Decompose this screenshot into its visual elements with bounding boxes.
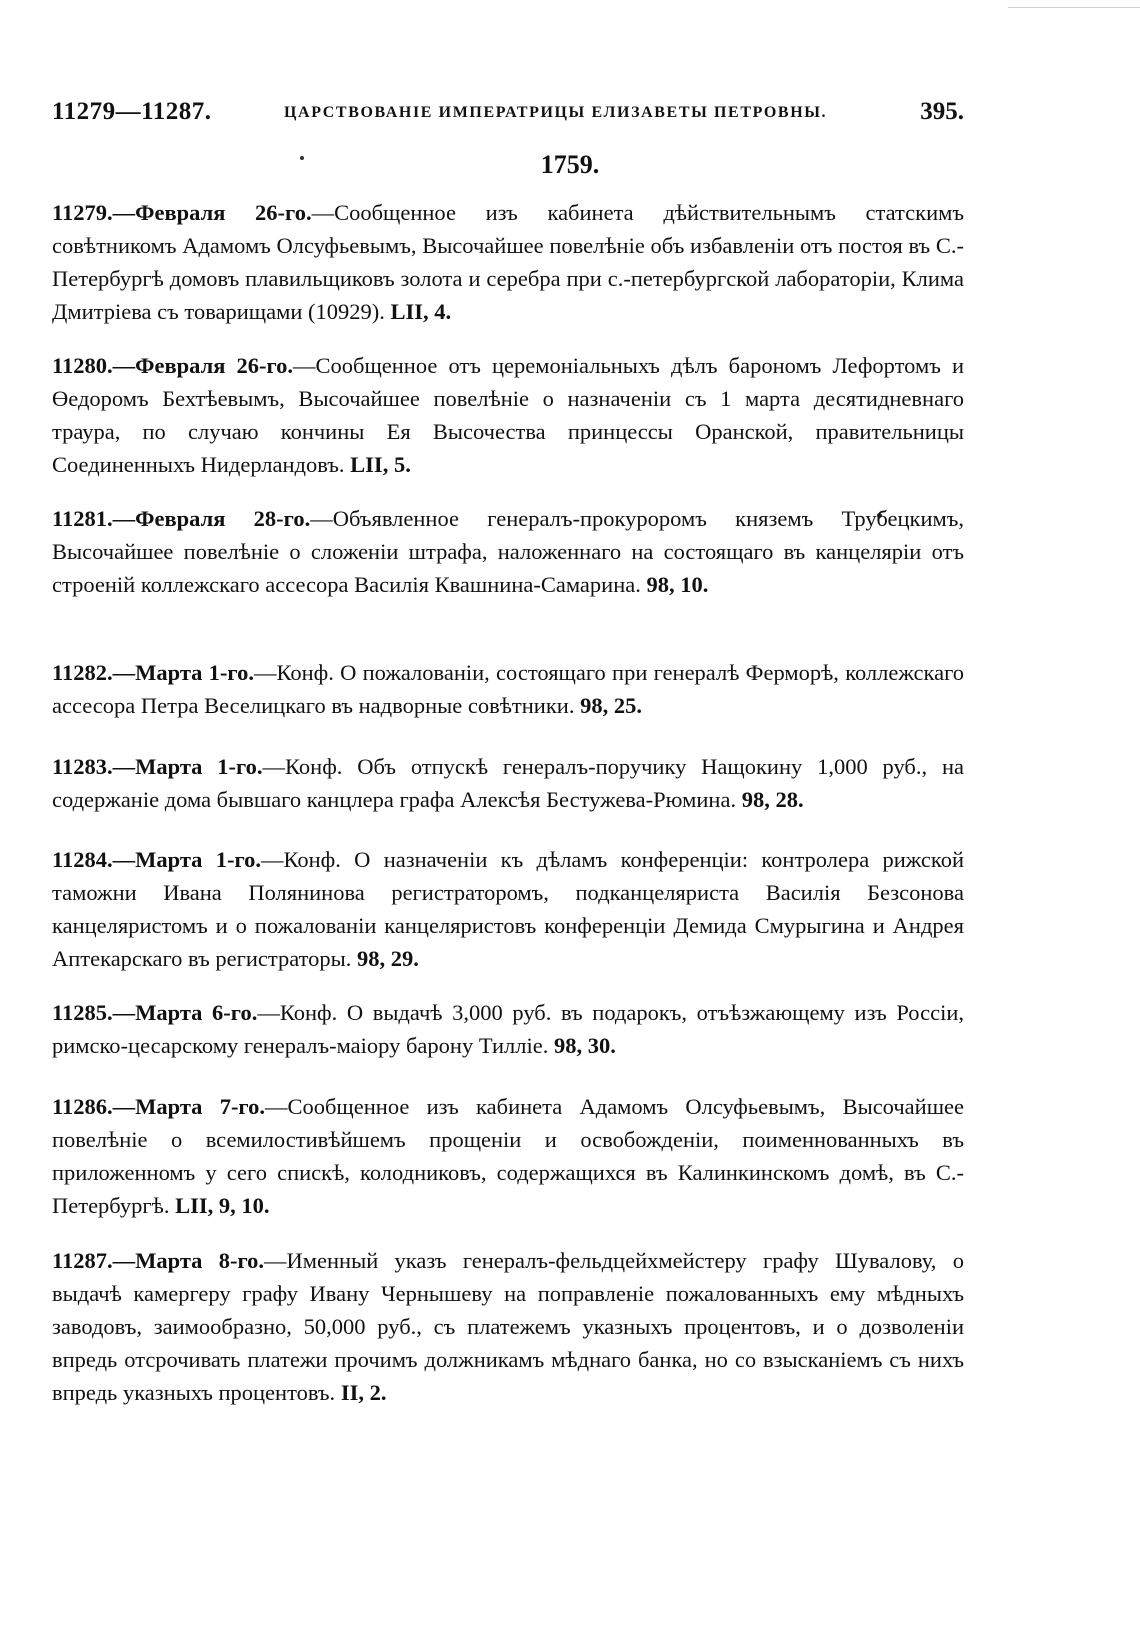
- entry-date: —Февраля 26-го.: [112, 200, 312, 225]
- entry-body: —Конф. О назначеніи къ дѣламъ конференціи: контролера рижской таможни Ивана Полянинова регистраторомъ, подканцеляриста Василія Безсонова канцеляристомъ и о пожалованіи канцеляристовъ конференціи Демида Смурыгина и Андрея Аптекарскаго въ регистраторы.: [52, 847, 964, 971]
- entry-date: —Марта 1-го.: [112, 847, 261, 872]
- running-header: [52, 98, 964, 132]
- entry-11287: [52, 1244, 964, 1409]
- entry-date: —Февраля 26-го.: [112, 353, 293, 378]
- page-number: 395.: [920, 98, 964, 125]
- entry-body: —Сообщенное изъ кабинета Адамомъ Олсуфьевымъ, Высочайшее повелѣніе о всемилостивѣйшемъ прощеніи и освобожденіи, поименнованныхъ въ приложенномъ у сего спискѣ, колодниковъ, содержащихся въ Калинкинскомъ домѣ, въ С.-Петербургѣ.: [52, 1094, 964, 1218]
- entry-number: 11281.: [52, 506, 113, 531]
- entry-date: —Марта 1-го.: [112, 754, 263, 779]
- entry-body: —Конф. Объ отпускѣ генералъ-поручику Нащокину 1,000 руб., на содержаніе дома бывшаго канцлера графа Алексѣя Бестужева-Рюмина.: [52, 754, 964, 812]
- entry-reference: II, 2.: [340, 1380, 387, 1405]
- entry-body: —Именный указъ генералъ-фельдцейхмейстеру графу Шувалову, о выдачѣ камергеру графу Ивану Чернышеву на поправленіе пожалованныхъ ему мѣдныхъ заводовъ, заимообразно, 50,000 руб., съ платежемъ указныхъ процентовъ, и о дозволеніи впредь отсрочивать платежи прочимъ должникамъ мѣднаго банка, но со взысканіемъ съ нихъ впредь указныхъ процентовъ.: [52, 1248, 964, 1405]
- entry-number: 11280.: [52, 353, 113, 378]
- entry-number: 11282.: [52, 660, 113, 685]
- entry-date: —Марта 6-го.: [112, 1000, 258, 1025]
- entry-11285: [52, 996, 964, 1062]
- entry-11279: [52, 196, 964, 328]
- entry-date: —Марта 1-го.: [112, 660, 254, 685]
- entry-reference: 98, 25.: [580, 693, 642, 718]
- entry-11282: [52, 656, 964, 722]
- header-title: ЦАРСТВОВАНІЕ ИМПЕРАТРИЦЫ ЕЛИЗАВЕТЫ ПЕТРОВНЫ.: [284, 104, 828, 121]
- entry-11280: [52, 349, 964, 481]
- entry-body: —Сообщенное изъ кабинета дѣйствительнымъ статскимъ совѣтникомъ Адамомъ Олсуфьевымъ, Высочайшее повелѣніе объ избавленіи отъ постоя въ С.-Петербургѣ домовъ плавильщиковъ золота и серебра при с.-петербургской лабораторіи, Клима Дмитріева съ товарищами (10929).: [52, 200, 964, 324]
- entry-number: 11287.: [52, 1248, 113, 1273]
- entry-reference: LII, 5.: [350, 452, 411, 477]
- entry-number: 11279.: [52, 200, 113, 225]
- entry-date: —Марта 8-го.: [112, 1248, 265, 1273]
- scan-edge-line: [1008, 7, 1140, 8]
- entry-reference: LII, 4.: [390, 299, 452, 324]
- entry-number: 11285.: [52, 1000, 113, 1025]
- entry-reference: 98, 10.: [646, 572, 709, 597]
- entry-11284: [52, 843, 964, 975]
- entry-reference: LII, 9, 10.: [175, 1193, 270, 1218]
- entry-11283: [52, 750, 964, 816]
- header-entry-range: 11279—11287.: [52, 98, 212, 125]
- year-heading: 1759.: [540, 150, 600, 179]
- entry-reference: 98, 28.: [741, 787, 804, 812]
- entry-number: 11286.: [52, 1094, 113, 1119]
- entry-body: —Конф. О пожалованіи, состоящаго при генералѣ Ферморѣ, коллежскаго ассесора Петра Веселицкаго въ надворные совѣтники.: [52, 660, 964, 718]
- entry-body: —Конф. О выдачѣ 3,000 руб. въ подарокъ, отъѣзжающему изъ Россіи, римско-цесарскому генералъ-маіору барону Тилліе.: [52, 1000, 964, 1058]
- entry-date: —Марта 7-го.: [112, 1094, 265, 1119]
- entry-11286: [52, 1090, 964, 1222]
- entry-body: —Сообщенное отъ церемоніальныхъ дѣлъ барономъ Лефортомъ и Өедоромъ Бехтѣевымъ, Высочайшее повелѣніе о назначеніи съ 1 марта десятидневнаго траура, по случаю кончины Ея Высочества принцессы Оранской, правительницы Соединенныхъ Нидерландовъ.: [52, 353, 964, 477]
- entry-reference: 98, 30.: [554, 1033, 616, 1058]
- entry-date: —Февраля 28-го.: [112, 506, 311, 531]
- entry-number: 11284.: [52, 847, 113, 872]
- entry-number: 11283.: [52, 754, 113, 779]
- entry-reference: 98, 29.: [357, 946, 419, 971]
- entry-11281: [52, 502, 964, 601]
- entry-body: —Объявленное генералъ-прокуроромъ княземъ Трубецкимъ, Высочайшее повелѣніе о сложеніи штрафа, наложеннаго на состоящаго въ канцеляріи отъ строеній коллежскаго ассесора Василія Квашнина-Самарина.: [52, 506, 964, 597]
